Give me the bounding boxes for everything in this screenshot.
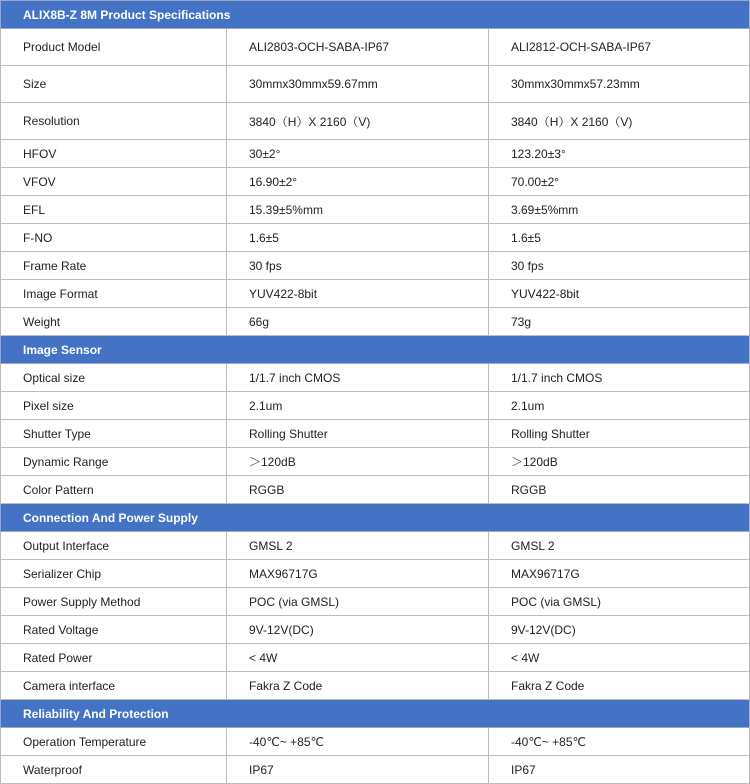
row-value-model-2: GMSL 2 bbox=[489, 532, 750, 560]
table-row bbox=[1, 66, 750, 103]
row-value-model-2: ＞120dB bbox=[489, 448, 750, 476]
row-label: Optical size bbox=[1, 364, 227, 392]
row-label: Shutter Type bbox=[1, 420, 227, 448]
row-label: Pixel size bbox=[1, 392, 227, 420]
section-title: Connection And Power Supply bbox=[1, 504, 750, 532]
row-value-model-2: 2.1um bbox=[489, 392, 750, 420]
table-row bbox=[1, 196, 750, 224]
row-value-model-2: -40℃~ +85℃ bbox=[489, 728, 750, 756]
row-value-model-1: < 4W bbox=[227, 644, 489, 672]
row-label: Camera interface bbox=[1, 672, 227, 700]
row-value-model-2: 1.6±5 bbox=[489, 224, 750, 252]
row-value-model-1: -40℃~ +85℃ bbox=[227, 728, 489, 756]
row-value-model-2: 73g bbox=[489, 308, 750, 336]
row-value-model-1: 30 fps bbox=[227, 252, 489, 280]
row-value-model-2: Fakra Z Code bbox=[489, 672, 750, 700]
row-label: Color Pattern bbox=[1, 476, 227, 504]
row-value-model-1: Rolling Shutter bbox=[227, 420, 489, 448]
row-value-model-2: 3.69±5%mm bbox=[489, 196, 750, 224]
table-row bbox=[1, 672, 750, 700]
row-label: F-NO bbox=[1, 224, 227, 252]
row-label: Image Format bbox=[1, 280, 227, 308]
table-row bbox=[1, 392, 750, 420]
row-value-model-1: 66g bbox=[227, 308, 489, 336]
table-row bbox=[1, 252, 750, 280]
table-row bbox=[1, 644, 750, 672]
section-title: Image Sensor bbox=[1, 336, 750, 364]
row-value-model-1: 1/1.7 inch CMOS bbox=[227, 364, 489, 392]
section-header bbox=[1, 700, 750, 728]
row-label: Rated Power bbox=[1, 644, 227, 672]
row-value-model-2: IP67 bbox=[489, 756, 750, 784]
row-value-model-1: GMSL 2 bbox=[227, 532, 489, 560]
table-row bbox=[1, 364, 750, 392]
row-value-model-2: 123.20±3° bbox=[489, 140, 750, 168]
row-value-model-1: 15.39±5%mm bbox=[227, 196, 489, 224]
row-value-model-1: POC (via GMSL) bbox=[227, 588, 489, 616]
row-label: Resolution bbox=[1, 103, 227, 140]
row-label: Weight bbox=[1, 308, 227, 336]
row-value-model-1: ALI2803-OCH-SABA-IP67 bbox=[227, 29, 489, 66]
row-value-model-2: ALI2812-OCH-SABA-IP67 bbox=[489, 29, 750, 66]
table-row bbox=[1, 103, 750, 140]
row-value-model-2: MAX96717G bbox=[489, 560, 750, 588]
row-label: Serializer Chip bbox=[1, 560, 227, 588]
table-row bbox=[1, 224, 750, 252]
table-row bbox=[1, 728, 750, 756]
row-value-model-2: RGGB bbox=[489, 476, 750, 504]
row-label: Output Interface bbox=[1, 532, 227, 560]
row-value-model-1: MAX96717G bbox=[227, 560, 489, 588]
table-row bbox=[1, 476, 750, 504]
row-value-model-2: 30 fps bbox=[489, 252, 750, 280]
row-value-model-1: IP67 bbox=[227, 756, 489, 784]
table-row bbox=[1, 280, 750, 308]
row-value-model-1: Fakra Z Code bbox=[227, 672, 489, 700]
table-row bbox=[1, 756, 750, 784]
row-label: Waterproof bbox=[1, 756, 227, 784]
table-row bbox=[1, 616, 750, 644]
table-row bbox=[1, 29, 750, 66]
row-label: EFL bbox=[1, 196, 227, 224]
row-value-model-1: ＞120dB bbox=[227, 448, 489, 476]
row-value-model-2: 70.00±2° bbox=[489, 168, 750, 196]
row-value-model-2: < 4W bbox=[489, 644, 750, 672]
row-value-model-1: YUV422-8bit bbox=[227, 280, 489, 308]
section-title: Reliability And Protection bbox=[1, 700, 750, 728]
row-label: Dynamic Range bbox=[1, 448, 227, 476]
row-label: VFOV bbox=[1, 168, 227, 196]
row-value-model-1: 1.6±5 bbox=[227, 224, 489, 252]
table-row bbox=[1, 140, 750, 168]
table-row bbox=[1, 448, 750, 476]
row-value-model-2: POC (via GMSL) bbox=[489, 588, 750, 616]
row-value-model-1: 2.1um bbox=[227, 392, 489, 420]
row-value-model-2: 30mmx30mmx57.23mm bbox=[489, 66, 750, 103]
table-row bbox=[1, 420, 750, 448]
row-value-model-2: YUV422-8bit bbox=[489, 280, 750, 308]
row-value-model-1: 9V-12V(DC) bbox=[227, 616, 489, 644]
row-value-model-2: 3840（H）X 2160（V) bbox=[489, 103, 750, 140]
row-value-model-1: RGGB bbox=[227, 476, 489, 504]
row-value-model-2: Rolling Shutter bbox=[489, 420, 750, 448]
row-value-model-1: 30±2° bbox=[227, 140, 489, 168]
spec-table-body bbox=[1, 1, 750, 784]
row-label: HFOV bbox=[1, 140, 227, 168]
section-header bbox=[1, 504, 750, 532]
section-title: ALIX8B-Z 8M Product Specifications bbox=[1, 1, 750, 29]
table-row bbox=[1, 308, 750, 336]
section-header bbox=[1, 336, 750, 364]
row-value-model-2: 9V-12V(DC) bbox=[489, 616, 750, 644]
row-label: Power Supply Method bbox=[1, 588, 227, 616]
row-label: Operation Temperature bbox=[1, 728, 227, 756]
table-row bbox=[1, 168, 750, 196]
section-header bbox=[1, 1, 750, 29]
row-label: Frame Rate bbox=[1, 252, 227, 280]
row-value-model-1: 3840（H）X 2160（V) bbox=[227, 103, 489, 140]
row-label: Product Model bbox=[1, 29, 227, 66]
table-row bbox=[1, 532, 750, 560]
table-row bbox=[1, 560, 750, 588]
row-value-model-2: 1/1.7 inch CMOS bbox=[489, 364, 750, 392]
row-label: Rated Voltage bbox=[1, 616, 227, 644]
table-row bbox=[1, 588, 750, 616]
row-value-model-1: 30mmx30mmx59.67mm bbox=[227, 66, 489, 103]
row-value-model-1: 16.90±2° bbox=[227, 168, 489, 196]
row-label: Size bbox=[1, 66, 227, 103]
